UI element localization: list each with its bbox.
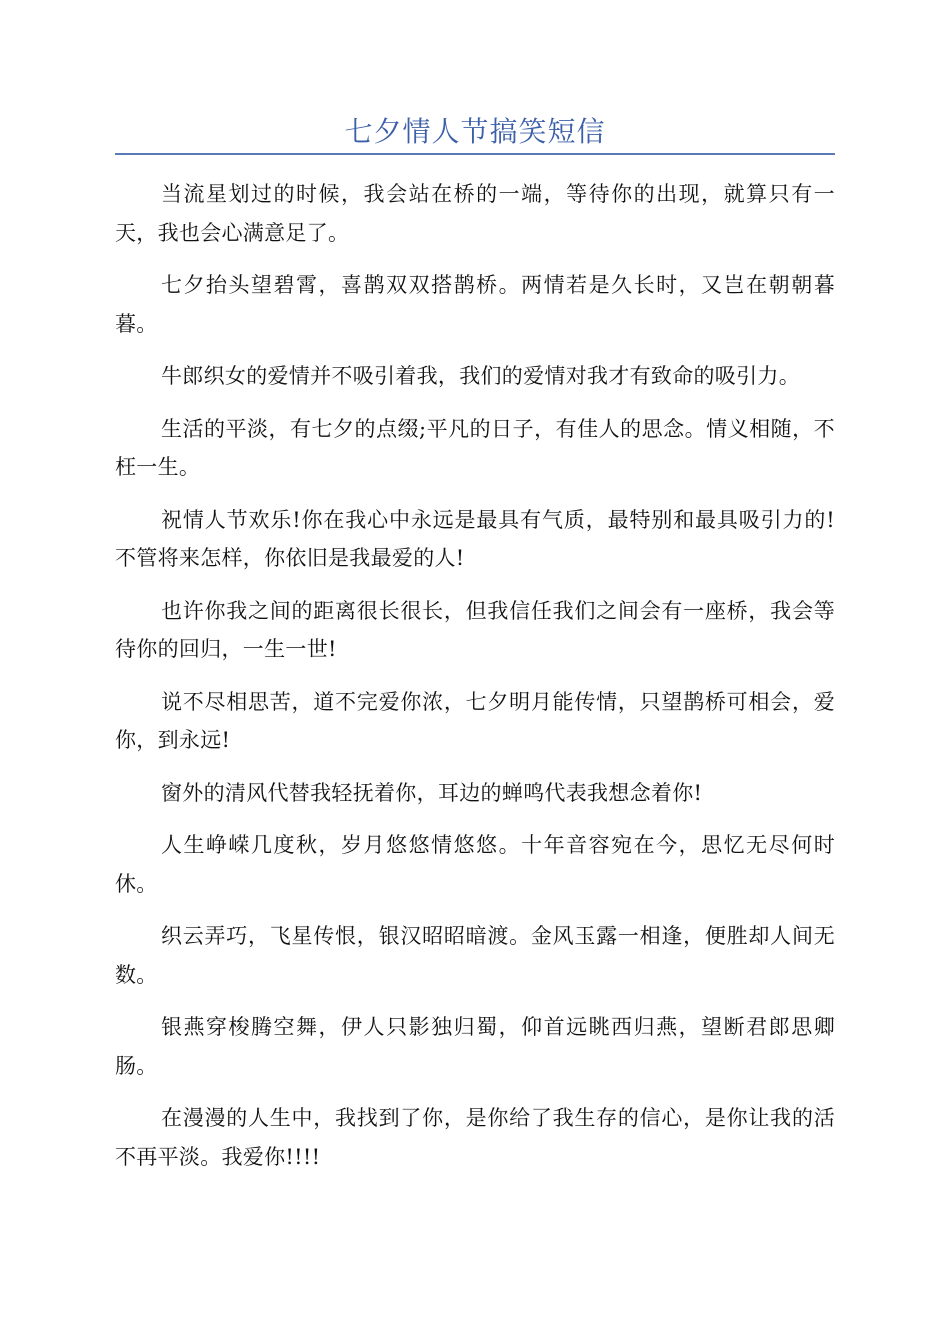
document-body — [115, 175, 835, 1190]
paragraph: 祝情人节欢乐!你在我心中永远是最具有气质，最特别和最具吸引力的!不管将来怎样，你依旧是我最爱的人! — [115, 507, 835, 570]
paragraph: 人生峥嵘几度秋，岁月悠悠情悠悠。十年音容宛在今，思忆无尽何时休。 — [115, 833, 835, 896]
paragraph: 也许你我之间的距离很长很长，但我信任我们之间会有一座桥，我会等待你的回归，一生一世! — [115, 598, 835, 661]
paragraph: 银燕穿梭腾空舞，伊人只影独归蜀，仰首远眺西归燕，望断君郎思卿肠。 — [115, 1015, 835, 1078]
page-title: 七夕情人节搞笑短信 — [344, 115, 606, 148]
paragraph: 生活的平淡，有七夕的点缀;平凡的日子，有佳人的思念。情义相随，不枉一生。 — [115, 416, 835, 479]
paragraph: 当流星划过的时候，我会站在桥的一端，等待你的出现，就算只有一天，我也会心满意足了。 — [115, 182, 835, 245]
title-underline — [115, 153, 835, 155]
paragraph: 在漫漫的人生中，我找到了你，是你给了我生存的信心，是你让我的活不再平淡。我爱你!!!! — [115, 1106, 835, 1169]
paragraph: 七夕抬头望碧霄，喜鹊双双搭鹊桥。两情若是久长时，又岂在朝朝暮暮。 — [115, 273, 835, 336]
paragraph: 织云弄巧，飞星传恨，银汉昭昭暗渡。金风玉露一相逢，便胜却人间无数。 — [115, 924, 835, 987]
paragraph: 说不尽相思苦，道不完爱你浓，七夕明月能传情，只望鹊桥可相会，爱你，到永远! — [115, 689, 835, 752]
paragraph: 牛郎织女的爱情并不吸引着我，我们的爱情对我才有致命的吸引力。 — [161, 364, 800, 388]
paragraph: 窗外的清风代替我轻抚着你，耳边的蝉鸣代表我想念着你! — [161, 780, 703, 805]
